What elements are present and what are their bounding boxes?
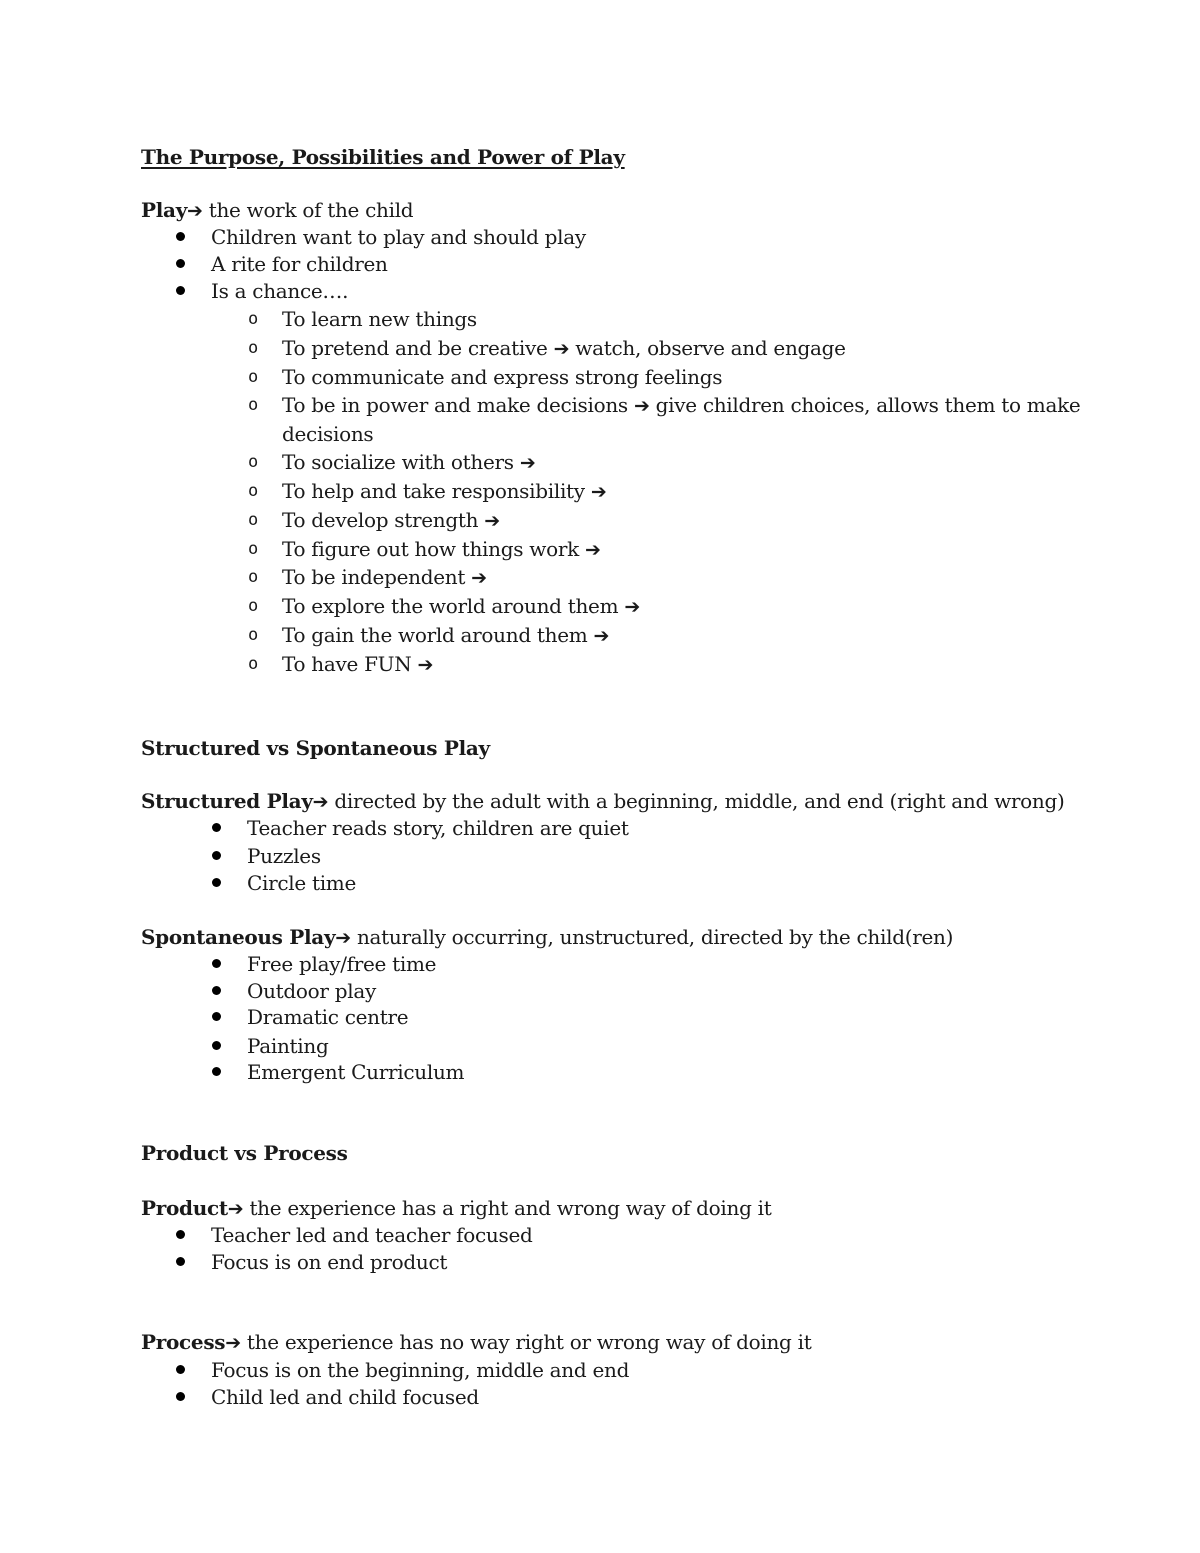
list-item: Outdoor play [247,979,376,1003]
bullet-icon [176,1230,185,1239]
bullet-icon [212,851,221,860]
sub-bullet-icon: o [248,367,259,387]
right-arrow-icon: ➔ [312,791,329,813]
sub-bullet-icon: o [248,481,259,501]
bullet-icon [212,1012,221,1021]
sub-bullet-icon: o [248,539,259,559]
sub-list-item: To be independent ➔ [282,565,487,589]
sub-list-item: To figure out how things work ➔ [282,537,601,561]
section-heading: Structured vs Spontaneous Play [141,736,490,760]
list-item: Is a chance…. [211,279,349,303]
bullet-icon [176,232,185,241]
spontaneous-play-definition: Spontaneous Play➔ naturally occurring, unstructured, directed by the child(ren) [141,925,954,949]
right-arrow-icon: ➔ [484,510,500,532]
list-item: Focus is on the beginning, middle and end [211,1358,630,1382]
list-item: Emergent Curriculum [247,1060,465,1084]
right-arrow-icon: ➔ [590,481,607,503]
bullet-icon [176,1392,185,1401]
bullet-icon [212,1041,221,1050]
list-item: Circle time [247,871,356,895]
sub-bullet-icon: o [248,395,259,415]
right-arrow-icon: ➔ [633,395,650,417]
bullet-icon [176,1365,185,1374]
sub-list-item: To gain the world around them ➔ [282,623,610,647]
list-item: Focus is on end product [211,1250,448,1274]
bullet-icon [212,959,221,968]
right-arrow-icon: ➔ [225,1332,241,1354]
right-arrow-icon: ➔ [519,452,536,474]
right-arrow-icon: ➔ [584,539,601,561]
sub-list-item: To have FUN ➔ [282,652,434,676]
sub-list-item: To be in power and make decisions ➔ give children choices, allows them to make [282,393,1081,417]
sub-list-item: To explore the world around them ➔ [282,594,640,618]
list-item: Dramatic centre [247,1005,409,1029]
right-arrow-icon: ➔ [553,338,570,360]
sub-bullet-icon: o [248,625,259,645]
sub-list-item: To learn new things [282,307,477,331]
sub-list-item: To communicate and express strong feelings [282,365,723,389]
bullet-icon [212,986,221,995]
list-item: Teacher reads story, children are quiet [247,816,629,840]
list-item: Child led and child focused [211,1385,479,1409]
list-item: Children want to play and should play [211,225,586,249]
sub-bullet-icon: o [248,567,259,587]
product-definition: Product➔ the experience has a right and wrong way of doing it [141,1196,772,1220]
list-item: Puzzles [247,844,321,868]
sub-list-item: To develop strength ➔ [282,508,500,532]
bullet-icon [176,1257,185,1266]
right-arrow-icon: ➔ [471,567,487,589]
bullet-icon [176,286,185,295]
list-item: Teacher led and teacher focused [211,1223,533,1247]
list-item: Free play/free time [247,952,437,976]
section-heading: Product vs Process [141,1141,348,1165]
bullet-icon [212,878,221,887]
bullet-icon [212,823,221,832]
right-arrow-icon: ➔ [624,596,640,618]
right-arrow-icon: ➔ [335,927,351,949]
sub-list-item-continuation: decisions [282,422,374,446]
sub-list-item: To pretend and be creative ➔ watch, observe and engage [282,336,846,360]
sub-list-item: To socialize with others ➔ [282,450,536,474]
right-arrow-icon: ➔ [187,200,203,222]
list-item: A rite for children [211,252,388,276]
sub-list-item: To help and take responsibility ➔ [282,479,607,503]
sub-bullet-icon: o [248,452,259,472]
play-term: Play [141,198,188,222]
sub-bullet-icon: o [248,596,259,616]
process-definition: Process➔ the experience has no way right or wrong way of doing it [141,1330,812,1354]
bullet-icon [176,259,185,268]
play-definition [141,197,413,224]
right-arrow-icon: ➔ [227,1198,244,1220]
sub-bullet-icon: o [248,309,259,329]
play-definition-text: the work of the child [202,198,414,222]
sub-bullet-icon: o [248,510,259,530]
sub-bullet-icon: o [248,338,259,358]
list-item: Painting [247,1034,329,1058]
sub-bullet-icon: o [248,654,259,674]
right-arrow-icon: ➔ [593,625,610,647]
right-arrow-icon: ➔ [417,654,434,676]
structured-play-definition: Structured Play➔ directed by the adult with a beginning, middle, and end (right and wrong) [141,789,1065,813]
document-title: The Purpose, Possibilities and Power of Play [141,145,625,169]
bullet-icon [212,1067,221,1076]
